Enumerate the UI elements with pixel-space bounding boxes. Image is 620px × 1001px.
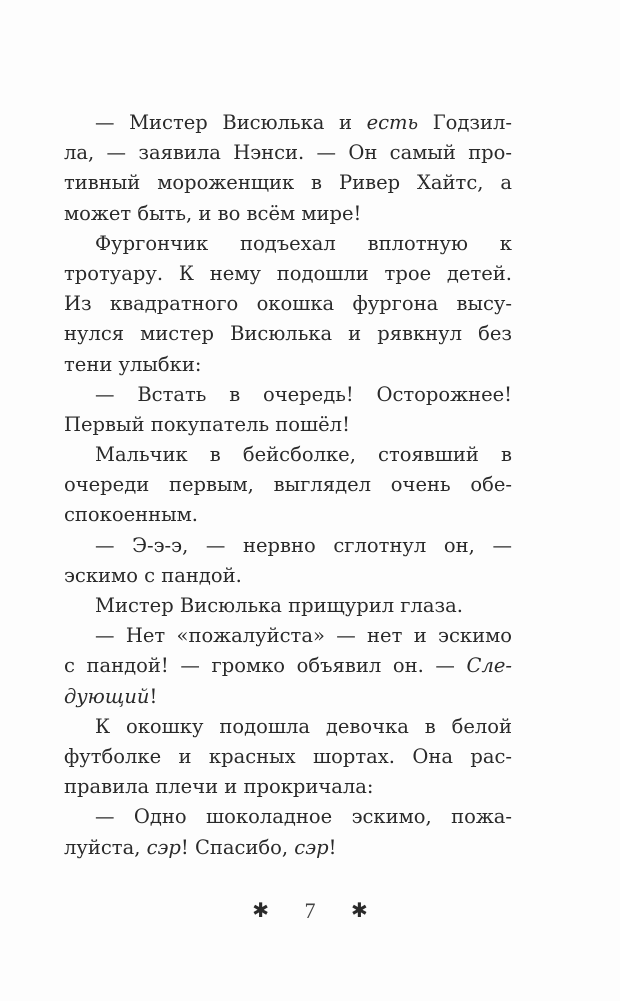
text-run: тротуару. К нему подошли трое детей. xyxy=(64,261,512,285)
text-run: Фургончик подъехал вплотную к xyxy=(95,231,512,255)
text-line xyxy=(64,259,512,289)
text-line xyxy=(64,319,512,349)
italic-text: есть xyxy=(366,111,419,134)
text-line xyxy=(64,168,512,198)
text-run: очереди первым, выглядел очень обе- xyxy=(64,473,512,497)
text-run: — Одно шоколадное эскимо, пожа- xyxy=(95,805,512,829)
body-text xyxy=(64,108,512,863)
text-line xyxy=(64,772,512,802)
text-run: Мистер Висюлька прищурил глаза. xyxy=(95,594,463,617)
text-line xyxy=(64,470,512,500)
text-line xyxy=(64,591,512,621)
text-run: ла, — заявила Нэнси. — Он самый про- xyxy=(64,141,512,165)
text-line xyxy=(64,440,512,470)
text-line xyxy=(64,712,512,742)
text-line xyxy=(64,199,512,229)
text-run: с пандой! — громко объявил он. — xyxy=(64,654,467,678)
text-run: Годзил- xyxy=(418,111,513,134)
text-line xyxy=(64,651,512,681)
text-run: тени улыбки: xyxy=(64,352,202,376)
text-run: Первый покупатель пошёл! xyxy=(64,412,350,436)
text-line xyxy=(64,561,512,591)
text-line xyxy=(64,621,512,651)
text-line xyxy=(64,229,512,259)
text-run: ! xyxy=(149,684,158,708)
text-line xyxy=(64,380,512,410)
text-line xyxy=(64,350,512,380)
text-run: — Встать в очередь! Осторожнее! xyxy=(95,382,512,406)
text-line xyxy=(64,531,512,561)
italic-text: сэр xyxy=(146,835,181,859)
page-footer xyxy=(0,896,620,924)
text-run: Из квадратного окошка фургона высу- xyxy=(64,292,512,316)
text-run: нулся мистер Висюлька и рявкнул без xyxy=(64,322,512,346)
italic-text: дующий xyxy=(64,684,150,708)
text-run: ! Спасибо, xyxy=(180,835,295,859)
text-run: — Нет «пожалуйста» — нет и эскимо xyxy=(95,624,512,648)
text-line xyxy=(64,138,512,168)
text-line xyxy=(64,410,512,440)
text-run: луйста, xyxy=(64,835,147,859)
text-run: — Мистер Висюлька и xyxy=(95,111,367,134)
text-line xyxy=(64,108,512,138)
text-line xyxy=(64,682,512,712)
text-run: эскимо с пандой. xyxy=(64,563,242,587)
text-run: может быть, и во всём мире! xyxy=(64,201,362,225)
text-run: К окошку подошла девочка в белой xyxy=(95,714,512,738)
text-line xyxy=(64,289,512,319)
text-line xyxy=(64,742,512,772)
text-run: футболке и красных шортах. Она рас- xyxy=(64,744,512,768)
text-run: спокоенным. xyxy=(64,503,199,527)
text-line xyxy=(64,500,512,530)
text-run: правила плечи и прокричала: xyxy=(64,775,374,799)
star-ornament-icon: ✱ xyxy=(252,900,269,923)
italic-text: Сле- xyxy=(466,654,512,678)
page-number: 7 xyxy=(304,897,316,923)
text-run: ! xyxy=(328,835,337,859)
star-ornament-icon: ✱ xyxy=(351,900,368,923)
italic-text: сэр xyxy=(294,835,329,859)
text-run: тивный мороженщик в Ривер Хайтс, а xyxy=(64,171,512,195)
text-line xyxy=(64,802,512,832)
text-line xyxy=(64,833,512,863)
text-run: — Э-э-э, — нервно сглотнул он, — xyxy=(95,533,512,557)
text-run: Мальчик в бейсболке, стоявший в xyxy=(95,443,512,467)
